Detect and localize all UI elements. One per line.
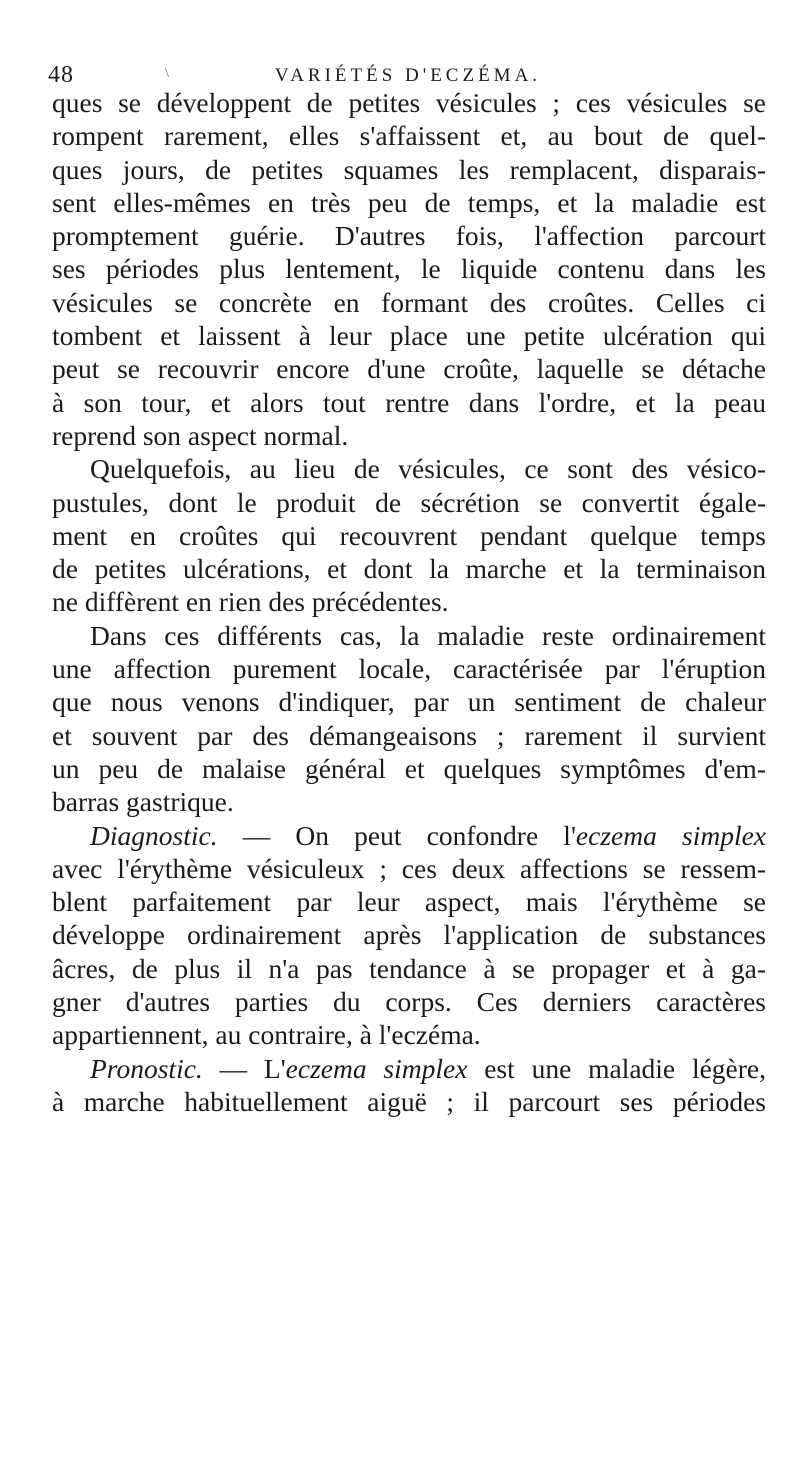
pronostic-text: — L' bbox=[202, 1052, 286, 1084]
text-line: un peu de malaise général et quelques symptômes d'em- bbox=[52, 752, 766, 784]
text-line: ne diffèrent en rien des précédentes. bbox=[52, 586, 449, 618]
pronostic-line bbox=[52, 1052, 766, 1085]
text-line: vésicules se concrète en formant des croûtes. Celles ci bbox=[52, 286, 766, 318]
text-line: Dans ces différents cas, la maladie reste ordinairement bbox=[90, 619, 766, 651]
text-line: âcres, de plus il n'a pas tendance à se propager et à ga- bbox=[52, 952, 766, 984]
text-line: et souvent par des démangeaisons ; rarement il survient bbox=[52, 719, 766, 751]
text-line: Quelquefois, au lieu de vésicules, ce sont des vésico- bbox=[90, 453, 766, 485]
pronostic-text-end: est une maladie légère, bbox=[467, 1052, 766, 1084]
text-line: ment en croûtes qui recouvrent pendant quelque temps bbox=[52, 519, 766, 551]
text-line: barras gastrique. bbox=[52, 786, 234, 818]
text-line: pustules, dont le produit de sécrétion se convertit égale- bbox=[52, 486, 766, 518]
text-line: avec l'érythème vésiculeux ; ces deux affections se ressem- bbox=[52, 852, 766, 884]
diagnostic-heading: Diagnostic. bbox=[90, 819, 218, 851]
text-line: à marche habituellement aiguë ; il parcourt ses périodes bbox=[52, 1085, 766, 1117]
text-line: promptement guérie. D'autres fois, l'affection parcourt bbox=[52, 220, 766, 252]
text-line: une affection purement locale, caractérisée par l'éruption bbox=[52, 653, 766, 685]
body-text bbox=[52, 86, 766, 1118]
text-line: à son tour, et alors tout rentre dans l'ordre, et la peau bbox=[52, 386, 766, 418]
text-line: appartiennent, au contraire, à l'eczéma. bbox=[52, 1019, 481, 1051]
pronostic-term: eczema simplex bbox=[285, 1052, 468, 1084]
text-line: de petites ulcérations, et dont la marche et la terminaison bbox=[52, 553, 766, 585]
text-line: tombent et laissent à leur place une petite ulcération qui bbox=[52, 320, 766, 352]
page-number: 48 bbox=[48, 62, 74, 88]
text-line: peut se recouvrir encore d'une croûte, laquelle se détache bbox=[52, 353, 766, 385]
running-title: VARIÉTÉS D'ECZÉMA. bbox=[274, 65, 542, 86]
text-line: que nous venons d'indiquer, par un sentiment de chaleur bbox=[52, 686, 766, 718]
margin-mark: \ bbox=[165, 66, 169, 81]
text-line: ques se développent de petites vésicules ; ces vésicules se bbox=[52, 87, 766, 118]
text-line: rompent rarement, elles s'affaissent et, au bout de quel- bbox=[52, 120, 766, 152]
text-line: ques jours, de petites squames les remplacent, disparais- bbox=[52, 153, 766, 185]
text-line: développe ordinairement après l'application de substances bbox=[52, 919, 766, 951]
diagnostic-text: — On peut confondre l' bbox=[217, 819, 576, 851]
text-line: sent elles-mêmes en très peu de temps, et la maladie est bbox=[52, 186, 766, 218]
diagnostic-term: eczema simplex bbox=[575, 819, 766, 851]
text-line: reprend son aspect normal. bbox=[52, 419, 349, 451]
text-line: gner d'autres parties du corps. Ces derniers caractères bbox=[52, 986, 766, 1018]
text-line: blent parfaitement par leur aspect, mais l'érythème se bbox=[52, 886, 766, 918]
pronostic-heading: Pronostic. bbox=[90, 1052, 203, 1084]
diagnostic-line bbox=[52, 819, 766, 852]
text-line: ses périodes plus lentement, le liquide contenu dans les bbox=[52, 253, 766, 285]
